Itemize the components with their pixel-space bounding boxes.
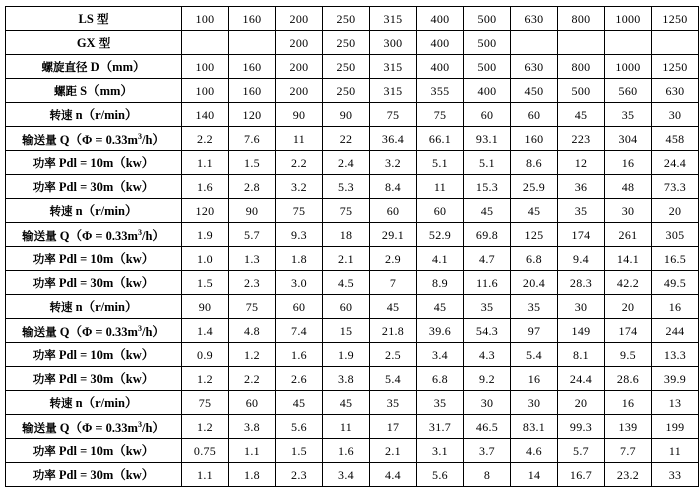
row-label: 输送量 $Q(\Phi = 0.33m^3/h)$ [6,415,182,439]
table-cell: 11 [652,439,699,463]
table-cell: 0.9 [182,343,229,367]
table-cell: 630 [511,55,558,79]
table-cell: 7.4 [276,319,323,343]
table-cell: 28.3 [558,271,605,295]
table-row [6,463,699,487]
table-cell: 1.1 [182,463,229,487]
table-cell: 60 [464,103,511,127]
table-cell: 630 [652,79,699,103]
row-label: LS 型 [6,7,182,31]
table-cell: 6.8 [511,247,558,271]
table-cell: 75 [417,103,464,127]
table-cell-empty [605,31,652,55]
table-cell: 36 [558,175,605,199]
table-cell: 45 [558,103,605,127]
table-cell: 1.8 [229,463,276,487]
table-cell: 30 [511,391,558,415]
table-row [6,295,699,319]
table-cell: 100 [182,55,229,79]
table-cell: 60 [229,391,276,415]
row-label: 转速 n（r/min） [6,103,182,127]
table-cell: 5.6 [417,463,464,487]
table-cell: 1.6 [182,175,229,199]
table-row [6,271,699,295]
table-cell: 2.4 [323,151,370,175]
table-cell: 9.3 [276,223,323,247]
table-cell: 500 [558,79,605,103]
table-row [6,391,699,415]
table-cell: 400 [417,55,464,79]
table-cell: 1.5 [182,271,229,295]
table-cell: 800 [558,55,605,79]
table-cell: 16 [605,151,652,175]
table-cell: 199 [652,415,699,439]
table-cell: 3.0 [276,271,323,295]
table-cell: 45 [276,391,323,415]
table-cell: 4.1 [417,247,464,271]
table-cell: 160 [229,55,276,79]
table-cell: 83.1 [511,415,558,439]
table-cell: 250 [323,7,370,31]
table-cell: 54.3 [464,319,511,343]
table-cell: 66.1 [417,127,464,151]
table-cell: 11 [276,127,323,151]
table-cell: 16.7 [558,463,605,487]
table-cell: 16 [605,391,652,415]
table-row [6,79,699,103]
table-cell: 29.1 [370,223,417,247]
table-cell: 458 [652,127,699,151]
table-row [6,7,699,31]
table-cell: 400 [417,31,464,55]
table-cell: 160 [511,127,558,151]
table-cell: 125 [511,223,558,247]
table-cell: 22 [323,127,370,151]
row-label: 功率 Pdl = 10m（kw） [6,343,182,367]
table-cell: 2.2 [229,367,276,391]
table-cell: 1.8 [276,247,323,271]
table-cell: 1.2 [182,415,229,439]
table-cell: 139 [605,415,652,439]
table-cell: 16 [511,367,558,391]
screw-conveyor-spec-table [5,6,699,487]
table-cell: 25.9 [511,175,558,199]
table-cell: 45 [323,391,370,415]
table-cell: 4.8 [229,319,276,343]
table-cell-empty [229,31,276,55]
table-cell: 5.7 [558,439,605,463]
table-cell: 16 [652,295,699,319]
row-label: GX 型 [6,31,182,55]
table-cell: 35 [558,199,605,223]
table-cell: 304 [605,127,652,151]
table-cell: 30 [558,295,605,319]
table-cell: 75 [370,103,417,127]
row-label: 功率 Pdl = 10m（kw） [6,247,182,271]
table-cell: 60 [276,295,323,319]
table-cell: 20 [558,391,605,415]
table-cell: 2.1 [323,247,370,271]
table-cell: 93.1 [464,127,511,151]
row-label: 螺旋直径 D（mm） [6,55,182,79]
table-cell: 4.6 [511,439,558,463]
table-cell: 120 [182,199,229,223]
table-cell: 16.5 [652,247,699,271]
table-cell: 1.5 [229,151,276,175]
table-cell: 1.1 [229,439,276,463]
table-cell: 36.4 [370,127,417,151]
table-cell: 9.5 [605,343,652,367]
table-row [6,31,699,55]
table-cell: 315 [370,55,417,79]
table-cell: 3.7 [464,439,511,463]
table-cell: 200 [276,7,323,31]
table-cell: 1.0 [182,247,229,271]
table-cell: 3.2 [370,151,417,175]
table-cell: 60 [323,295,370,319]
table-cell: 100 [182,79,229,103]
table-cell: 11.6 [464,271,511,295]
table-row [6,247,699,271]
table-cell: 75 [182,391,229,415]
row-label: 转速 n（r/min） [6,199,182,223]
table-cell: 90 [182,295,229,319]
table-cell: 200 [276,79,323,103]
table-cell: 5.1 [464,151,511,175]
table-cell: 49.5 [652,271,699,295]
table-cell: 7.6 [229,127,276,151]
table-cell: 75 [323,199,370,223]
table-cell: 149 [558,319,605,343]
table-cell: 560 [605,79,652,103]
table-cell: 9.2 [464,367,511,391]
table-row [6,439,699,463]
table-cell: 140 [182,103,229,127]
table-cell: 1250 [652,55,699,79]
table-cell: 7 [370,271,417,295]
row-label: 功率 Pdl = 10m（kw） [6,151,182,175]
table-cell: 28.6 [605,367,652,391]
table-row [6,367,699,391]
table-cell: 30 [605,199,652,223]
table-cell: 45 [511,199,558,223]
table-row [6,55,699,79]
table-cell: 11 [417,175,464,199]
table-row [6,415,699,439]
table-cell: 4.5 [323,271,370,295]
table-cell: 8.1 [558,343,605,367]
table-cell: 35 [370,391,417,415]
table-cell: 3.2 [276,175,323,199]
table-cell: 39.6 [417,319,464,343]
table-cell: 4.7 [464,247,511,271]
table-cell: 315 [370,79,417,103]
table-cell: 3.4 [417,343,464,367]
table-cell: 30 [464,391,511,415]
table-cell: 1.5 [276,439,323,463]
table-cell: 4.3 [464,343,511,367]
table-cell: 21.8 [370,319,417,343]
table-cell: 1.6 [276,343,323,367]
table-row [6,199,699,223]
table-cell: 1.9 [323,343,370,367]
table-cell: 45 [370,295,417,319]
table-cell: 174 [558,223,605,247]
table-cell: 2.9 [370,247,417,271]
row-label: 功率 Pdl = 30m（kw） [6,463,182,487]
row-label: 功率 Pdl = 30m（kw） [6,175,182,199]
table-cell: 99.3 [558,415,605,439]
table-cell: 45 [417,295,464,319]
table-cell: 223 [558,127,605,151]
table-cell: 15 [323,319,370,343]
table-cell: 800 [558,7,605,31]
table-cell: 75 [229,295,276,319]
table-cell: 20 [652,199,699,223]
table-cell: 69.8 [464,223,511,247]
table-cell: 24.4 [558,367,605,391]
table-cell: 450 [511,79,558,103]
table-cell: 200 [276,31,323,55]
row-label: 输送量 $Q(\Phi = 0.33m^3/h)$ [6,223,182,247]
table-cell: 1.2 [229,343,276,367]
table-cell: 4.4 [370,463,417,487]
table-cell: 23.2 [605,463,652,487]
table-cell: 630 [511,7,558,31]
table-cell: 8 [464,463,511,487]
table-cell: 35 [511,295,558,319]
table-cell: 5.1 [417,151,464,175]
table-row [6,103,699,127]
table-cell: 3.1 [417,439,464,463]
table-cell: 2.3 [229,271,276,295]
table-cell: 48 [605,175,652,199]
table-cell: 1.9 [182,223,229,247]
table-cell: 250 [323,55,370,79]
table-cell: 2.2 [276,151,323,175]
table-cell: 500 [464,7,511,31]
table-cell: 30 [652,103,699,127]
table-cell: 244 [652,319,699,343]
table-cell: 75 [276,199,323,223]
table-row [6,319,699,343]
table-cell: 250 [323,31,370,55]
table-cell: 9.4 [558,247,605,271]
table-row [6,175,699,199]
table-cell: 2.2 [182,127,229,151]
table-cell: 8.6 [511,151,558,175]
table-row [6,151,699,175]
table-cell: 355 [417,79,464,103]
table-cell: 97 [511,319,558,343]
table-cell: 3.8 [323,367,370,391]
table-cell: 46.5 [464,415,511,439]
table-cell: 17 [370,415,417,439]
table-cell: 2.3 [276,463,323,487]
table-cell: 1000 [605,7,652,31]
table-cell: 250 [323,79,370,103]
table-cell: 500 [464,55,511,79]
table-cell: 1.6 [323,439,370,463]
table-cell: 52.9 [417,223,464,247]
table-cell: 12 [558,151,605,175]
table-cell: 8.9 [417,271,464,295]
table-cell: 400 [417,7,464,31]
table-cell: 2.6 [276,367,323,391]
table-cell: 14.1 [605,247,652,271]
table-cell: 45 [464,199,511,223]
table-cell: 35 [464,295,511,319]
row-label: 功率 Pdl = 30m（kw） [6,271,182,295]
table-cell: 18 [323,223,370,247]
table-cell: 60 [417,199,464,223]
table-cell: 73.3 [652,175,699,199]
table-cell: 39.9 [652,367,699,391]
table-cell: 315 [370,7,417,31]
table-row [6,343,699,367]
table-cell-empty [511,31,558,55]
table-cell: 3.4 [323,463,370,487]
table-cell: 1.4 [182,319,229,343]
table-cell: 5.6 [276,415,323,439]
row-label: 输送量 $Q(\Phi = 0.33m^3/h)$ [6,319,182,343]
table-cell: 13 [652,391,699,415]
table-cell: 120 [229,103,276,127]
table-cell: 0.75 [182,439,229,463]
table-cell: 6.8 [417,367,464,391]
table-cell: 90 [229,199,276,223]
table-cell: 31.7 [417,415,464,439]
table-cell: 7.7 [605,439,652,463]
row-label: 输送量 $Q(\Phi = 0.33m^3/h)$ [6,127,182,151]
table-cell: 5.7 [229,223,276,247]
table-cell-empty [558,31,605,55]
table-cell: 100 [182,7,229,31]
table-cell: 1250 [652,7,699,31]
table-cell: 13.3 [652,343,699,367]
table-cell: 5.4 [370,367,417,391]
table-cell: 1.2 [182,367,229,391]
table-cell: 20.4 [511,271,558,295]
row-label: 转速 n（r/min） [6,391,182,415]
table-cell: 20 [605,295,652,319]
table-cell: 1.3 [229,247,276,271]
table-row [6,127,699,151]
table-cell: 2.1 [370,439,417,463]
table-cell: 160 [229,7,276,31]
table-cell: 5.3 [323,175,370,199]
table-cell: 90 [323,103,370,127]
table-cell-empty [652,31,699,55]
table-cell: 42.2 [605,271,652,295]
table-cell: 15.3 [464,175,511,199]
table-row [6,223,699,247]
table-cell: 24.4 [652,151,699,175]
table-cell: 3.8 [229,415,276,439]
row-label: 功率 Pdl = 30m（kw） [6,367,182,391]
table-cell: 200 [276,55,323,79]
row-label: 功率 Pdl = 10m（kw） [6,439,182,463]
table-cell: 400 [464,79,511,103]
table-cell: 60 [370,199,417,223]
table-cell: 261 [605,223,652,247]
table-cell-empty [182,31,229,55]
table-cell: 5.4 [511,343,558,367]
table-cell: 305 [652,223,699,247]
table-cell: 14 [511,463,558,487]
table-cell: 35 [417,391,464,415]
row-label: 转速 n（r/min） [6,295,182,319]
row-label: 螺距 S（mm） [6,79,182,103]
table-cell: 500 [464,31,511,55]
table-cell: 300 [370,31,417,55]
table-cell: 174 [605,319,652,343]
table-cell: 1.1 [182,151,229,175]
table-cell: 160 [229,79,276,103]
table-cell: 8.4 [370,175,417,199]
table-cell: 11 [323,415,370,439]
table-cell: 60 [511,103,558,127]
table-cell: 1000 [605,55,652,79]
table-cell: 33 [652,463,699,487]
table-cell: 2.8 [229,175,276,199]
table-cell: 90 [276,103,323,127]
table-cell: 2.5 [370,343,417,367]
table-cell: 35 [605,103,652,127]
